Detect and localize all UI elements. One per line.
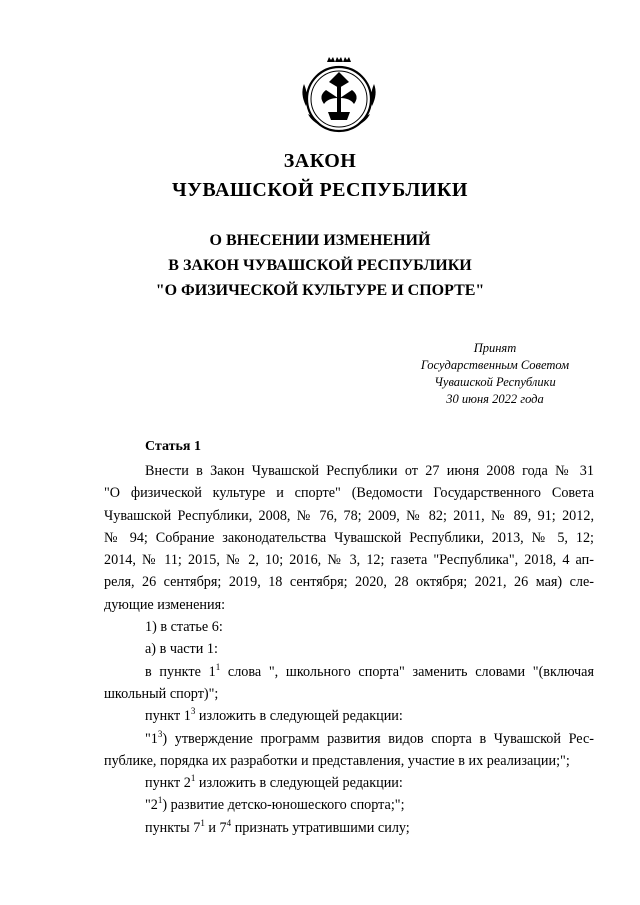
adoption-date: 30 июня 2022 года — [446, 392, 544, 406]
intro-line: 2014, № 11; 2015, № 2, 10; 2016, № 3, 12; газета "Республика", 2018, 4 ап- — [104, 552, 594, 569]
superscript: 4 — [226, 817, 232, 828]
list-item: а) в части 1: — [145, 641, 218, 658]
intro-line: № 94; Собрание законодательства Чувашской Республики, 2013, № 5, 12; — [104, 529, 594, 546]
text-span: слова ", школьного спорта" заменить словами "(включая — [220, 663, 594, 680]
coat-of-arms-emblem — [296, 54, 382, 144]
text-span: признать утратившими силу; — [231, 819, 410, 836]
quote-line — [104, 794, 594, 816]
superscript: 1 — [157, 795, 163, 806]
paragraph-line: школьный спорт)"; — [104, 685, 219, 702]
paragraph-line — [104, 817, 594, 839]
paragraph-line — [104, 661, 594, 683]
list-item: 1) в статье 6: — [145, 619, 223, 636]
quote-line — [104, 728, 594, 750]
text-span: "2 — [145, 797, 158, 814]
adoption-line: Принят — [473, 341, 517, 355]
text-span: пункт 2 — [145, 775, 191, 792]
intro-line: "О физической культуре и спорте" (Ведомости Государственного Совета — [104, 485, 594, 502]
law-title-republic: ЧУВАШСКОЙ РЕСПУБЛИКИ — [172, 179, 468, 201]
intro-line: Чувашской Республики, 2008, № 76, 78; 2009, № 82; 2011, № 89, 91; 2012, — [104, 507, 594, 524]
adoption-line: Чувашской Республики — [434, 375, 556, 389]
article-body — [104, 460, 594, 839]
intro-line: дующие изменения: — [104, 596, 226, 613]
crown-icon — [335, 57, 343, 62]
text-span: ) утверждение программ развития видов спорта в Чувашской Рес- — [162, 730, 594, 747]
text-span: изложить в следующей редакции: — [195, 708, 403, 725]
text-span: "1 — [145, 730, 158, 747]
superscript: 3 — [157, 728, 163, 739]
superscript: 1 — [200, 817, 205, 828]
text-span: пункты 7 — [145, 819, 201, 836]
law-title: ЗАКОН — [283, 150, 357, 172]
text-span: и 7 — [204, 819, 227, 836]
law-subtitle-line2: В ЗАКОН ЧУВАШСКОЙ РЕСПУБЛИКИ — [168, 257, 472, 274]
adoption-note — [405, 340, 585, 408]
text-span: в пункте 1 — [145, 663, 216, 680]
intro-line: реля, 26 сентября; 2019, 18 сентября; 2020, 28 октября; 2021, 26 мая) сле- — [104, 574, 594, 591]
text-span: пункт 1 — [145, 708, 191, 725]
superscript: 1 — [215, 661, 221, 672]
superscript: 1 — [190, 773, 196, 784]
quote-line: публике, порядка их разработки и представления, участие в их реализации;"; — [104, 752, 570, 769]
law-subtitle-line1: О ВНЕСЕНИИ ИЗМЕНЕНИЙ — [209, 232, 431, 249]
text-span: изложить в следующей редакции: — [195, 775, 403, 792]
intro-line: Внести в Закон Чувашской Республики от 27 июня 2008 года № 31 — [145, 463, 594, 479]
article-title: Статья 1 — [145, 439, 201, 454]
law-subtitle-line3: "О ФИЗИЧЕСКОЙ КУЛЬТУРЕ И СПОРТЕ" — [155, 282, 485, 299]
crown-icon — [327, 57, 335, 62]
crown-icon — [343, 57, 351, 62]
superscript: 3 — [190, 706, 196, 717]
adoption-line: Государственным Советом — [420, 358, 570, 372]
paragraph-line — [104, 772, 594, 794]
text-span: ) развитие детско-юношеского спорта;"; — [162, 797, 405, 814]
paragraph-line — [104, 705, 594, 727]
